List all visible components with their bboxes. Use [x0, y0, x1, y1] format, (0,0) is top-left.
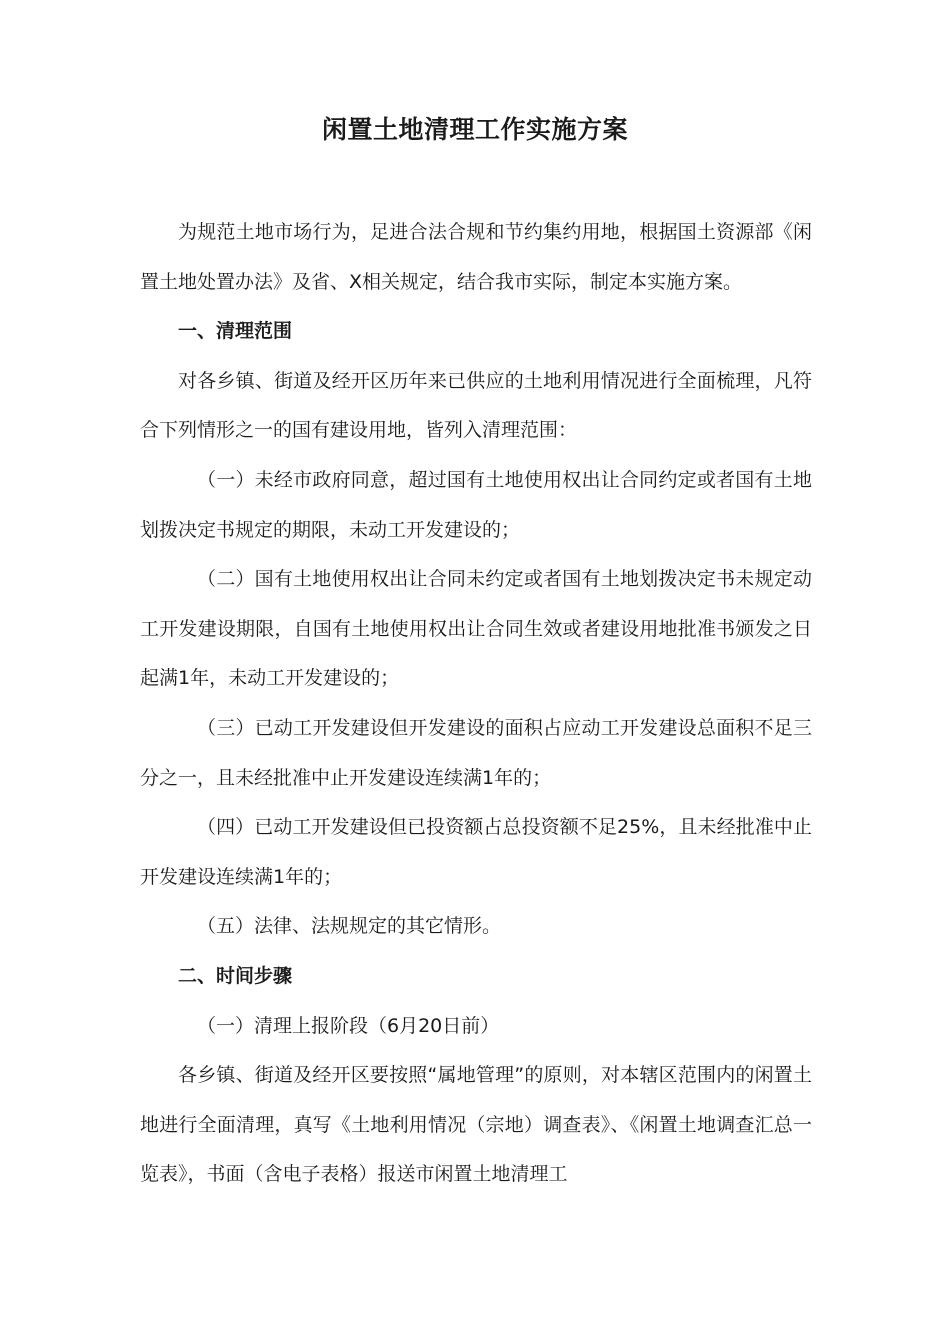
scope-paragraph: 对各乡镇、街道及经开区历年来已供应的土地利用情况进行全面梳理，凡符合下列情形之一的国有建设用地，皆列入清理范围： — [140, 369, 812, 442]
section-heading-timeline: 二、时间步骤 — [178, 964, 293, 987]
document-title: 闲置土地清理工作实施方案 — [321, 115, 628, 144]
timeline-stage-1: （一）清理上报阶段（6月20日前） — [197, 1014, 500, 1037]
scope-item-4: （四）已动工开发建设但已投资额占总投资额不足25%，且未经批准中止开发建设连续满1年的； — [140, 816, 812, 888]
scope-item-3: （三）已动工开发建设但开发建设的面积占应动工开发建设总面积不足三分之一，且未经批准中止开发建设连续满1年的； — [140, 716, 812, 789]
scope-item-5: （五）法律、法规规定的其它情形。 — [197, 915, 502, 938]
scope-item-2: （二）国有土地使用权出让合同未约定或者国有土地划拨决定书未规定动工开发建设期限，自国有土地使用权出让合同生效或者建设用地批准书颁发之日起满1年，未动工开发建设的； — [140, 568, 812, 690]
section-heading-scope: 一、清理范围 — [178, 320, 293, 343]
intro-paragraph: 为规范土地市场行为，足进合法合规和节约集约用地，根据国土资源部《闲置土地处置办法》及省、X相关规定，结合我市实际，制定本实施方案。 — [140, 221, 812, 293]
timeline-paragraph: 各乡镇、街道及经开区要按照“属地管理”的原则，对本辖区范围内的闲置土地进行全面清理，真写《土地利用情况（宗地）调查表》、《闲置土地调查汇总一览表》，书面（含电子表格）报送市闲置土地清理工 — [140, 1064, 812, 1186]
scope-item-1: （一）未经市政府同意，超过国有土地使用权出让合同约定或者国有土地划拨决定书规定的期限，未动工开发建设的； — [140, 468, 812, 541]
document-body — [140, 208, 812, 1200]
